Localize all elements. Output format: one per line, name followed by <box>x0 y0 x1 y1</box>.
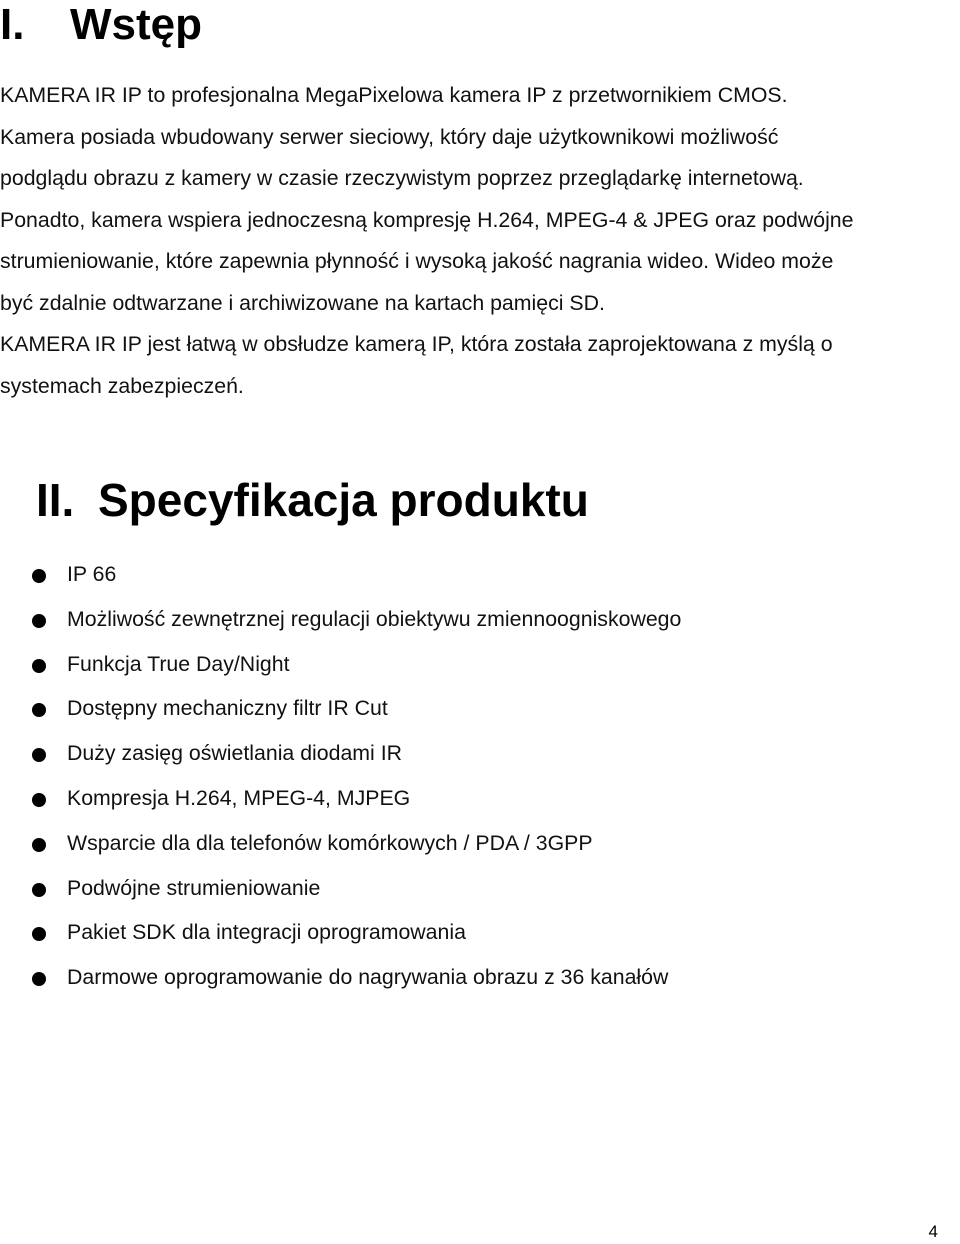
list-item-text: Dostępny mechaniczny filtr IR Cut <box>67 696 388 721</box>
list-item <box>0 686 960 731</box>
bullet-icon <box>32 748 46 762</box>
intro-paragraph <box>0 75 960 324</box>
paragraph-line: KAMERA IR IP to profesjonalna MegaPixelowa kamera IP z przetwornikiem CMOS. <box>0 83 788 107</box>
paragraph-line: Kamera posiada wbudowany serwer sieciowy, który daje użytkownikowi możliwość <box>0 124 779 149</box>
section-heading-specyfikacja <box>36 474 589 526</box>
section-number: I. <box>0 0 25 49</box>
paragraph-line: strumieniowanie, które zapewnia płynność i wysoką jakość nagrania wideo. Wideo może <box>0 249 834 273</box>
second-paragraph <box>0 324 960 407</box>
list-item-text: Pakiet SDK dla integracji oprogramowania <box>67 920 466 945</box>
bullet-icon <box>32 703 46 717</box>
list-item-text: Wsparcie dla dla telefonów komórkowych / PDA / 3GPP <box>67 830 593 855</box>
paragraph-line: systemach zabezpieczeń. <box>0 373 244 398</box>
page-number: 4 <box>928 1222 938 1241</box>
section-number: II. <box>36 474 75 526</box>
list-item <box>0 731 960 776</box>
list-item-text: Duży zasięg oświetlania diodami IR <box>67 741 402 766</box>
bullet-icon <box>32 659 46 673</box>
list-item-text: IP 66 <box>67 562 117 586</box>
bullet-icon <box>32 838 46 852</box>
bullet-icon <box>32 972 46 986</box>
list-item-text: Kompresja H.264, MPEG-4, MJPEG <box>67 785 411 810</box>
paragraph-line: Ponadto, kamera wspiera jednoczesną kompresję H.264, MPEG-4 & JPEG oraz podwójne <box>0 207 854 232</box>
section-title: Specyfikacja produktu <box>98 474 589 526</box>
list-item <box>0 597 960 642</box>
paragraph-line: KAMERA IR IP jest łatwą w obsłudze kamerą IP, która została zaprojektowana z myślą o <box>0 332 833 356</box>
section-heading-wstep <box>0 0 202 50</box>
list-item <box>0 642 960 687</box>
list-item-text: Darmowe oprogramowanie do nagrywania obrazu z 36 kanałów <box>67 965 669 990</box>
list-item <box>0 776 960 821</box>
paragraph-line: podglądu obrazu z kamery w czasie rzeczywistym poprzez przeglądarkę internetową. <box>0 166 804 190</box>
list-item <box>0 552 960 597</box>
list-item-text: Funkcja True Day/Night <box>67 651 290 676</box>
list-item <box>0 821 960 866</box>
list-item <box>0 866 960 911</box>
list-item-text: Możliwość zewnętrznej regulacji obiektywu zmiennoogniskowego <box>67 606 682 631</box>
list-item-text: Podwójne strumieniowanie <box>67 875 321 900</box>
bullet-icon <box>32 793 46 807</box>
bullet-icon <box>32 569 46 583</box>
section-title: Wstęp <box>70 0 202 49</box>
bullet-icon <box>32 614 46 628</box>
spec-list <box>0 552 960 1000</box>
paragraph-line: być zdalnie odtwarzane i archiwizowane na kartach pamięci SD. <box>0 290 605 315</box>
list-item <box>0 910 960 955</box>
bullet-icon <box>32 883 46 897</box>
list-item <box>0 955 960 1000</box>
bullet-icon <box>32 927 46 941</box>
